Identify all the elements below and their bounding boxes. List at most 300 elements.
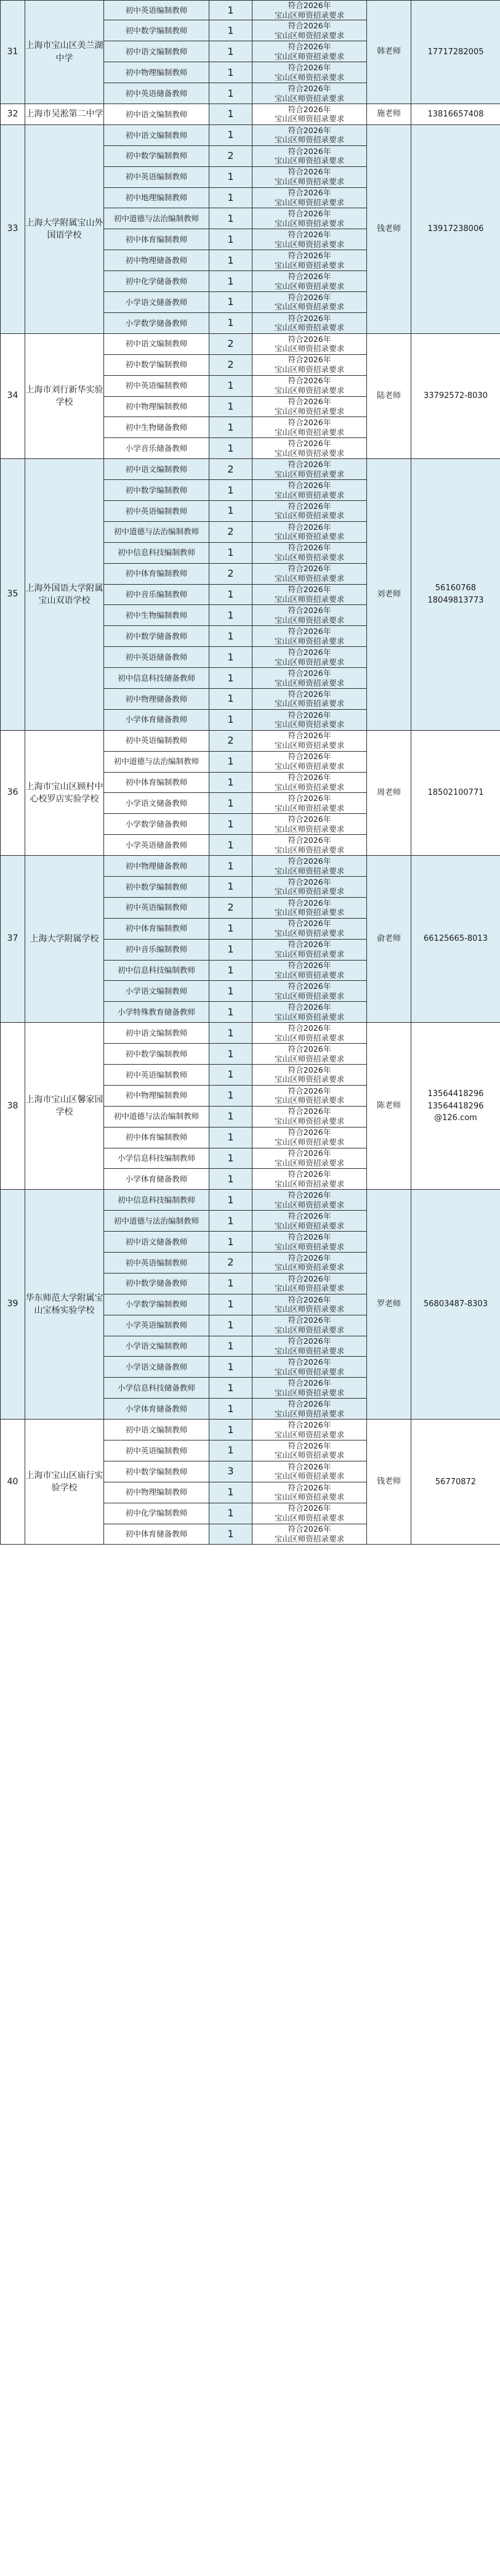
post-requirement xyxy=(252,187,367,208)
post-requirement xyxy=(252,354,367,375)
requirement-line: 符合2026年 xyxy=(288,710,331,720)
contact-phone xyxy=(411,1420,500,1545)
post-title: 小学信息科技编制教师 xyxy=(104,1148,209,1169)
requirement-line: 符合2026年 xyxy=(288,1503,331,1513)
requirement-line: 符合2026年 xyxy=(288,1482,331,1492)
requirement-line: 符合2026年 xyxy=(288,961,331,970)
post-requirement xyxy=(252,605,367,626)
requirement-line: 宝山区师资招录要求 xyxy=(274,1241,345,1251)
table-row xyxy=(1,856,500,877)
post-count: 1 xyxy=(209,292,252,313)
requirement-line: 宝山区师资招录要求 xyxy=(274,1513,345,1523)
post-requirement xyxy=(252,1315,367,1336)
post-count: 1 xyxy=(209,1440,252,1461)
post-count: 1 xyxy=(209,751,252,772)
post-title: 小学音乐储备教师 xyxy=(104,438,209,459)
post-title: 初中数学编制教师 xyxy=(104,354,209,375)
post-count: 1 xyxy=(209,480,252,501)
requirement-line: 宝山区师资招录要求 xyxy=(274,636,345,646)
post-requirement xyxy=(252,500,367,521)
requirement-line: 宝山区师资招录要求 xyxy=(274,720,345,729)
post-title: 初中地理编制教师 xyxy=(104,187,209,208)
requirement-line: 符合2026年 xyxy=(288,313,331,323)
post-requirement xyxy=(252,772,367,793)
table-row xyxy=(1,459,500,480)
requirement-line: 宝山区师资招录要求 xyxy=(274,1075,345,1084)
school-number: 34 xyxy=(1,333,25,458)
requirement-line: 宝山区师资招录要求 xyxy=(274,1221,345,1230)
requirement-line: 宝山区师资招录要求 xyxy=(274,928,345,938)
requirement-line: 宝山区师资招录要求 xyxy=(274,594,345,604)
post-requirement xyxy=(252,250,367,271)
requirement-line: 宝山区师资招录要求 xyxy=(274,803,345,813)
requirement-line: 宝山区师资招录要求 xyxy=(274,553,345,563)
requirement-line: 宝山区师资招录要求 xyxy=(274,1429,345,1439)
requirement-line: 符合2026年 xyxy=(288,1461,331,1471)
requirement-line: 符合2026年 xyxy=(288,397,331,407)
post-title: 小学英语编制教师 xyxy=(104,1315,209,1336)
requirement-line: 宝山区师资招录要求 xyxy=(274,114,345,124)
requirement-line: 符合2026年 xyxy=(288,459,331,469)
requirement-line: 符合2026年 xyxy=(288,1169,331,1179)
post-requirement xyxy=(252,626,367,647)
school-number: 39 xyxy=(1,1190,25,1420)
requirement-line: 宝山区师资招录要求 xyxy=(274,198,345,208)
requirement-line: 符合2026年 xyxy=(288,919,331,928)
post-title: 小学语文储备教师 xyxy=(104,793,209,814)
post-requirement xyxy=(252,459,367,480)
requirement-line: 符合2026年 xyxy=(288,1190,331,1200)
recruitment-table-body xyxy=(1,1,500,1545)
post-count: 1 xyxy=(209,1169,252,1190)
post-requirement xyxy=(252,1106,367,1127)
post-count: 1 xyxy=(209,20,252,41)
requirement-line: 符合2026年 xyxy=(288,334,331,344)
post-requirement xyxy=(252,1002,367,1023)
post-count: 1 xyxy=(209,187,252,208)
post-title: 小学数学储备教师 xyxy=(104,814,209,835)
requirement-line: 符合2026年 xyxy=(288,104,331,114)
requirement-line: 符合2026年 xyxy=(288,1253,331,1262)
requirement-line: 符合2026年 xyxy=(288,438,331,448)
requirement-line: 符合2026年 xyxy=(288,627,331,636)
post-title: 初中英语编制教师 xyxy=(104,897,209,918)
table-row xyxy=(1,1190,500,1211)
requirement-line: 符合2026年 xyxy=(288,1524,331,1534)
post-requirement xyxy=(252,542,367,563)
post-requirement xyxy=(252,793,367,814)
post-count: 1 xyxy=(209,772,252,793)
post-requirement xyxy=(252,1065,367,1086)
post-title: 初中道德与法治编制教师 xyxy=(104,208,209,229)
phone-line: 13564418296 xyxy=(427,1089,484,1099)
post-requirement xyxy=(252,271,367,292)
requirement-line: 符合2026年 xyxy=(288,564,331,574)
phone-line: 18502100771 xyxy=(427,788,484,798)
post-count: 1 xyxy=(209,647,252,668)
post-requirement xyxy=(252,1482,367,1503)
post-count: 2 xyxy=(209,459,252,480)
requirement-line: 符合2026年 xyxy=(288,1336,331,1346)
post-count: 1 xyxy=(209,835,252,856)
post-title: 小学数学编制教师 xyxy=(104,1294,209,1315)
requirement-line: 宝山区师资招录要求 xyxy=(274,970,345,980)
requirement-line: 宝山区师资招录要求 xyxy=(274,156,345,166)
post-title: 初中数学编制教师 xyxy=(104,480,209,501)
requirement-line: 宝山区师资招录要求 xyxy=(274,762,345,771)
post-requirement xyxy=(252,104,367,125)
phone-line: 56770872 xyxy=(435,1477,477,1487)
requirement-line: 宝山区师资招录要求 xyxy=(274,135,345,145)
post-title: 初中语文编制教师 xyxy=(104,124,209,145)
requirement-line: 符合2026年 xyxy=(288,752,331,762)
post-title: 初中语文编制教师 xyxy=(104,1420,209,1440)
post-count: 1 xyxy=(209,793,252,814)
post-requirement xyxy=(252,814,367,835)
post-count: 1 xyxy=(209,542,252,563)
post-title: 初中化学储备教师 xyxy=(104,271,209,292)
requirement-line: 宝山区师资招录要求 xyxy=(274,406,345,416)
requirement-line: 宝山区师资招录要求 xyxy=(274,1367,345,1376)
phone-line: 13816657408 xyxy=(427,109,484,119)
requirement-line: 符合2026年 xyxy=(288,1044,331,1054)
post-requirement xyxy=(252,145,367,166)
post-requirement xyxy=(252,396,367,417)
requirement-line: 宝山区师资招录要求 xyxy=(274,1534,345,1544)
school-number: 32 xyxy=(1,104,25,125)
school-name: 上海市吴淞第二中学 xyxy=(25,104,104,125)
requirement-line: 宝山区师资招录要求 xyxy=(274,1116,345,1126)
requirement-line: 宝山区师资招录要求 xyxy=(274,239,345,249)
post-count: 1 xyxy=(209,1336,252,1357)
post-count: 1 xyxy=(209,41,252,62)
post-title: 小学语文储备教师 xyxy=(104,292,209,313)
post-title: 小学语文储备教师 xyxy=(104,1357,209,1378)
post-title: 初中体育编制教师 xyxy=(104,229,209,250)
post-requirement xyxy=(252,1440,367,1461)
post-requirement xyxy=(252,668,367,689)
requirement-line: 符合2026年 xyxy=(288,1420,331,1429)
post-title: 初中数学编制教师 xyxy=(104,145,209,166)
school-number: 33 xyxy=(1,124,25,333)
requirement-line: 符合2026年 xyxy=(288,940,331,949)
school-number: 37 xyxy=(1,856,25,1023)
post-title: 小学信息科技储备教师 xyxy=(104,1378,209,1399)
requirement-line: 符合2026年 xyxy=(288,522,331,532)
requirement-line: 符合2026年 xyxy=(288,1,331,10)
requirement-line: 宝山区师资招录要求 xyxy=(274,1408,345,1418)
post-count: 1 xyxy=(209,605,252,626)
contact-person: 刘老师 xyxy=(367,459,411,731)
requirement-line: 宝山区师资招录要求 xyxy=(274,281,345,291)
post-requirement xyxy=(252,730,367,751)
post-count: 1 xyxy=(209,1294,252,1315)
requirement-line: 宝山区师资招录要求 xyxy=(274,1304,345,1314)
post-count: 1 xyxy=(209,271,252,292)
post-title: 小学体育储备教师 xyxy=(104,709,209,730)
requirement-line: 宝山区师资招录要求 xyxy=(274,448,345,458)
requirement-line: 符合2026年 xyxy=(288,543,331,553)
post-title: 初中语文编制教师 xyxy=(104,333,209,354)
requirement-line: 宝山区师资招录要求 xyxy=(274,1492,345,1502)
school-number: 31 xyxy=(1,1,25,104)
post-title: 初中信息科技编制教师 xyxy=(104,542,209,563)
post-title: 初中英语编制教师 xyxy=(104,1253,209,1274)
contact-person: 罗老师 xyxy=(367,1190,411,1420)
post-requirement xyxy=(252,1294,367,1315)
post-requirement xyxy=(252,1,367,20)
requirement-line: 符合2026年 xyxy=(288,647,331,657)
post-requirement xyxy=(252,688,367,709)
requirement-line: 符合2026年 xyxy=(288,480,331,490)
post-count: 1 xyxy=(209,375,252,396)
post-title: 小学体育储备教师 xyxy=(104,1399,209,1420)
requirement-line: 宝山区师资招录要求 xyxy=(274,1158,345,1168)
school-name: 上海大学附属学校 xyxy=(25,856,104,1023)
post-requirement xyxy=(252,1023,367,1044)
post-count: 1 xyxy=(209,1127,252,1148)
post-requirement xyxy=(252,312,367,333)
post-requirement xyxy=(252,939,367,960)
requirement-line: 宝山区师资招录要求 xyxy=(274,1262,345,1272)
post-count: 1 xyxy=(209,709,252,730)
requirement-line: 符合2026年 xyxy=(288,250,331,260)
post-title: 初中信息科技储备教师 xyxy=(104,668,209,689)
post-requirement xyxy=(252,438,367,459)
post-requirement xyxy=(252,1357,367,1378)
post-title: 初中信息科技编制教师 xyxy=(104,1190,209,1211)
requirement-line: 符合2026年 xyxy=(288,418,331,428)
requirement-line: 符合2026年 xyxy=(288,62,331,72)
post-count: 1 xyxy=(209,1002,252,1023)
requirement-line: 宝山区师资招录要求 xyxy=(274,845,345,855)
phone-line: 56160768 xyxy=(435,583,477,593)
requirement-line: 宝山区师资招录要求 xyxy=(274,615,345,625)
school-name: 上海市宝山区庙行实验学校 xyxy=(25,1420,104,1545)
requirement-line: 宝山区师资招录要求 xyxy=(274,427,345,437)
post-title: 初中语文编制教师 xyxy=(104,41,209,62)
post-title: 小学特殊教育储备教师 xyxy=(104,1002,209,1023)
requirement-line: 宝山区师资招录要求 xyxy=(274,218,345,228)
requirement-line: 宝山区师资招录要求 xyxy=(274,1450,345,1460)
post-requirement xyxy=(252,1503,367,1524)
post-requirement xyxy=(252,417,367,438)
post-title: 初中数学储备教师 xyxy=(104,626,209,647)
requirement-line: 宝山区师资招录要求 xyxy=(274,30,345,40)
post-requirement xyxy=(252,20,367,41)
requirement-line: 符合2026年 xyxy=(288,21,331,31)
requirement-line: 宝山区师资招录要求 xyxy=(274,1471,345,1481)
requirement-line: 符合2026年 xyxy=(288,209,331,219)
post-title: 初中体育编制教师 xyxy=(104,918,209,939)
post-count: 3 xyxy=(209,1461,252,1482)
requirement-line: 宝山区师资招录要求 xyxy=(274,93,345,103)
post-title: 小学数学储备教师 xyxy=(104,312,209,333)
post-title: 初中英语编制教师 xyxy=(104,1440,209,1461)
post-count: 1 xyxy=(209,960,252,981)
post-requirement xyxy=(252,1127,367,1148)
post-requirement xyxy=(252,521,367,542)
contact-person: 陈老师 xyxy=(367,1023,411,1190)
requirement-line: 符合2026年 xyxy=(288,794,331,803)
requirement-line: 宝山区师资招录要求 xyxy=(274,365,345,375)
post-title: 初中体育编制教师 xyxy=(104,1127,209,1148)
post-requirement xyxy=(252,480,367,501)
post-count: 1 xyxy=(209,1211,252,1232)
school-name: 上海外国语大学附属宝山双语学校 xyxy=(25,459,104,731)
post-requirement xyxy=(252,1524,367,1545)
post-count: 1 xyxy=(209,62,252,83)
requirement-line: 符合2026年 xyxy=(288,1211,331,1221)
post-count: 1 xyxy=(209,1420,252,1440)
post-title: 小学体育储备教师 xyxy=(104,1169,209,1190)
post-count: 2 xyxy=(209,333,252,354)
post-count: 1 xyxy=(209,1190,252,1211)
post-count: 1 xyxy=(209,1,252,20)
requirement-line: 宝山区师资招录要求 xyxy=(274,949,345,959)
requirement-line: 符合2026年 xyxy=(288,125,331,135)
requirement-line: 宝山区师资招录要求 xyxy=(274,469,345,479)
post-title: 初中数学编制教师 xyxy=(104,20,209,41)
requirement-line: 宝山区师资招录要求 xyxy=(274,532,345,542)
requirement-line: 宝山区师资招录要求 xyxy=(274,908,345,917)
requirement-line: 符合2026年 xyxy=(288,1294,331,1304)
requirement-line: 符合2026年 xyxy=(288,1023,331,1033)
requirement-line: 符合2026年 xyxy=(288,1232,331,1241)
post-requirement xyxy=(252,1085,367,1106)
post-requirement xyxy=(252,292,367,313)
post-title: 初中信息科技编制教师 xyxy=(104,960,209,981)
requirement-line: 符合2026年 xyxy=(288,898,331,908)
post-requirement xyxy=(252,375,367,396)
post-requirement xyxy=(252,1253,367,1274)
post-count: 1 xyxy=(209,1232,252,1253)
post-title: 初中物理储备教师 xyxy=(104,250,209,271)
requirement-line: 宝山区师资招录要求 xyxy=(274,1283,345,1293)
post-title: 初中道德与法治编制教师 xyxy=(104,521,209,542)
post-requirement xyxy=(252,1336,367,1357)
table-row xyxy=(1,333,500,354)
school-number: 40 xyxy=(1,1420,25,1545)
requirement-line: 符合2026年 xyxy=(288,606,331,616)
school-name: 华东师范大学附属宝山宝杨实验学校 xyxy=(25,1190,104,1420)
phone-line: 17717282005 xyxy=(427,47,484,57)
post-count: 2 xyxy=(209,521,252,542)
requirement-line: 符合2026年 xyxy=(288,1315,331,1325)
school-number: 35 xyxy=(1,459,25,731)
post-requirement xyxy=(252,1044,367,1065)
post-title: 初中生物编制教师 xyxy=(104,605,209,626)
table-row xyxy=(1,104,500,125)
table-row xyxy=(1,1420,500,1440)
contact-person: 周老师 xyxy=(367,730,411,855)
requirement-line: 符合2026年 xyxy=(288,42,331,52)
post-count: 1 xyxy=(209,856,252,877)
post-title: 初中英语编制教师 xyxy=(104,166,209,187)
requirement-line: 宝山区师资招录要求 xyxy=(274,1012,345,1022)
post-count: 2 xyxy=(209,563,252,584)
requirement-line: 符合2026年 xyxy=(288,1128,331,1137)
post-title: 初中体育编制教师 xyxy=(104,563,209,584)
post-title: 初中物理储备教师 xyxy=(104,856,209,877)
requirement-line: 符合2026年 xyxy=(288,188,331,198)
post-title: 初中英语编制教师 xyxy=(104,375,209,396)
phone-line: 66125665-8013 xyxy=(424,934,488,944)
requirement-line: 符合2026年 xyxy=(288,376,331,386)
requirement-line: 宝山区师资招录要求 xyxy=(274,887,345,896)
post-title: 小学语文编制教师 xyxy=(104,981,209,1002)
post-count: 2 xyxy=(209,730,252,751)
contact-person: 钱老师 xyxy=(367,1420,411,1545)
requirement-line: 宝山区师资招录要求 xyxy=(274,1388,345,1397)
post-count: 2 xyxy=(209,897,252,918)
requirement-line: 宝山区师资招录要求 xyxy=(274,991,345,1001)
post-count: 1 xyxy=(209,83,252,104)
post-requirement xyxy=(252,647,367,668)
phone-line: 56803487-8303 xyxy=(424,1299,488,1309)
school-name: 上海市宝山区顾村中心校罗店实验学校 xyxy=(25,730,104,855)
post-count: 1 xyxy=(209,1023,252,1044)
post-title: 初中语文储备教师 xyxy=(104,1232,209,1253)
requirement-line: 符合2026年 xyxy=(288,815,331,824)
post-requirement xyxy=(252,856,367,877)
post-title: 初中体育编制教师 xyxy=(104,772,209,793)
post-requirement xyxy=(252,41,367,62)
post-title: 初中音乐编制教师 xyxy=(104,939,209,960)
requirement-line: 宝山区师资招录要求 xyxy=(274,51,345,61)
post-count: 1 xyxy=(209,312,252,333)
post-requirement xyxy=(252,918,367,939)
phone-line: 18049813773 xyxy=(427,595,484,605)
requirement-line: 宝山区师资招录要求 xyxy=(274,386,345,396)
requirement-line: 符合2026年 xyxy=(288,1107,331,1116)
requirement-line: 符合2026年 xyxy=(288,1399,331,1408)
post-count: 1 xyxy=(209,1148,252,1169)
requirement-line: 宝山区师资招录要求 xyxy=(274,1095,345,1105)
post-title: 初中数学编制教师 xyxy=(104,1461,209,1482)
post-count: 1 xyxy=(209,1399,252,1420)
table-row xyxy=(1,124,500,145)
school-name: 上海市宝山区美兰湖中学 xyxy=(25,1,104,104)
post-requirement xyxy=(252,897,367,918)
post-count: 1 xyxy=(209,1085,252,1106)
post-title: 初中体育储备教师 xyxy=(104,1524,209,1545)
contact-person: 陆老师 xyxy=(367,333,411,458)
post-count: 1 xyxy=(209,500,252,521)
requirement-line: 符合2026年 xyxy=(288,689,331,699)
contact-phone xyxy=(411,730,500,855)
post-count: 1 xyxy=(209,1378,252,1399)
post-count: 1 xyxy=(209,250,252,271)
post-title: 小学英语储备教师 xyxy=(104,835,209,856)
requirement-line: 宝山区师资招录要求 xyxy=(274,574,345,583)
requirement-line: 宝山区师资招录要求 xyxy=(274,260,345,270)
requirement-line: 符合2026年 xyxy=(288,1357,331,1367)
contact-phone xyxy=(411,333,500,458)
post-title: 初中物理编制教师 xyxy=(104,1085,209,1106)
post-title: 初中数学储备教师 xyxy=(104,1273,209,1294)
post-requirement xyxy=(252,229,367,250)
post-requirement xyxy=(252,1148,367,1169)
post-count: 1 xyxy=(209,584,252,605)
post-count: 1 xyxy=(209,417,252,438)
post-title: 初中道德与法治编制教师 xyxy=(104,1211,209,1232)
requirement-line: 宝山区师资招录要求 xyxy=(274,699,345,709)
post-count: 1 xyxy=(209,1524,252,1545)
post-title: 初中物理编制教师 xyxy=(104,396,209,417)
post-title: 初中语文编制教师 xyxy=(104,459,209,480)
contact-phone xyxy=(411,124,500,333)
